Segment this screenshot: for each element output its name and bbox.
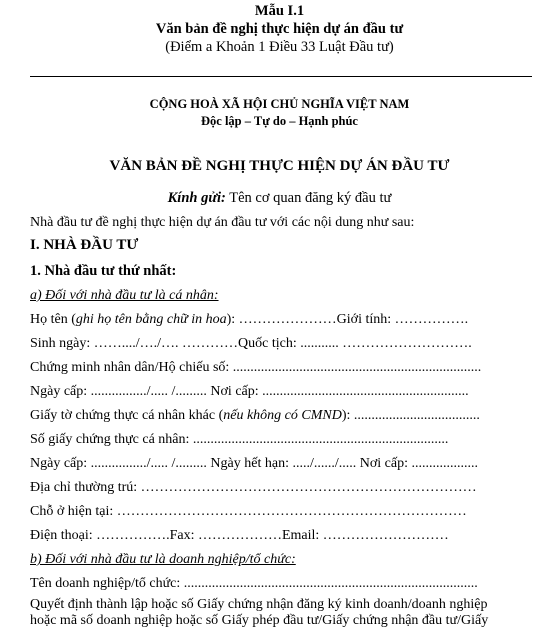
name-label: Họ tên ( (30, 312, 76, 327)
name-rest: ): …………………Giới tính: ……………. (226, 312, 469, 327)
issue-expiry-field: Ngày cấp: ................/..... /......... Ngày hết hạn: ...../....../..... Nơi cấp: ................... (30, 456, 478, 471)
document-title: VĂN BẢN ĐỀ NGHỊ THỰC HIỆN DỰ ÁN ĐẦU TƯ (109, 158, 450, 174)
contact-field: Điện thoại: …………….Fax: ………………Email: ……………………… (30, 528, 449, 543)
header-divider (30, 76, 532, 77)
other-doc-label: Giấy tờ chứng thực cá nhân khác ( (30, 408, 224, 423)
recipient-line (0, 189, 559, 207)
organization-name-field: Tên doanh nghiệp/tổ chức: .................................................................................... (30, 576, 478, 591)
section-investor: I. NHÀ ĐẦU TƯ (30, 237, 139, 253)
issue-date-field: Ngày cấp: ................/..... /......... Nơi cấp: ........................................................... (30, 384, 469, 399)
other-doc-hint: nếu không có CMND (223, 408, 342, 423)
name-hint: ghi họ tên bằng chữ in hoa (75, 312, 227, 327)
other-document-field (30, 407, 480, 425)
permanent-address-field: Địa chỉ thường trú: ……………………………………………………………… (30, 480, 477, 495)
decision-line-1: Quyết định thành lập hoặc số Giấy chứng nhận đăng ký kinh doanh/doanh nghiệp (30, 597, 488, 612)
decision-line-2: hoặc mã số doanh nghiệp hoặc số Giấy phép đầu tư/Giấy chứng nhận đầu tư/Giấy (30, 613, 489, 628)
form-number: Mẫu I.1 (254, 3, 305, 19)
recipient-label: Kính gửi: (167, 190, 226, 206)
national-motto: Độc lập – Tự do – Hạnh phúc (201, 114, 358, 128)
organization-heading: b) Đối với nhà đầu tư là doanh nghiệp/tổ chức: (30, 552, 296, 567)
form-title: Văn bản đề nghị thực hiện dự án đầu tư (155, 21, 404, 37)
name-field (30, 311, 468, 329)
national-name: CỘNG HOÀ XÃ HỘI CHỦ NGHĨA VIỆT NAM (149, 97, 410, 111)
recipient-value: Tên cơ quan đăng ký đầu tư (229, 190, 392, 206)
other-doc-rest: ): .................................... (341, 408, 480, 423)
first-investor-heading: 1. Nhà đầu tư thứ nhất: (30, 263, 177, 279)
dob-nationality-field: Sinh ngày: ……..../…./…. …………Quốc tịch: ........... ………………………. (30, 336, 472, 351)
document-number-field: Số giấy chứng thực cá nhân: ......................................................................... (30, 432, 449, 447)
intro-text: Nhà đầu tư đề nghị thực hiện dự án đầu tư với các nội dung như sau: (30, 215, 415, 230)
current-address-field: Chỗ ở hiện tại: ………………………………………………………………… (30, 504, 467, 519)
individual-heading: a) Đối với nhà đầu tư là cá nhân: (30, 288, 219, 303)
legal-basis: (Điểm a Khoản 1 Điều 33 Luật Đầu tư) (165, 39, 394, 55)
id-card-field: Chứng minh nhân dân/Hộ chiếu số: ....................................................................... (30, 360, 482, 375)
